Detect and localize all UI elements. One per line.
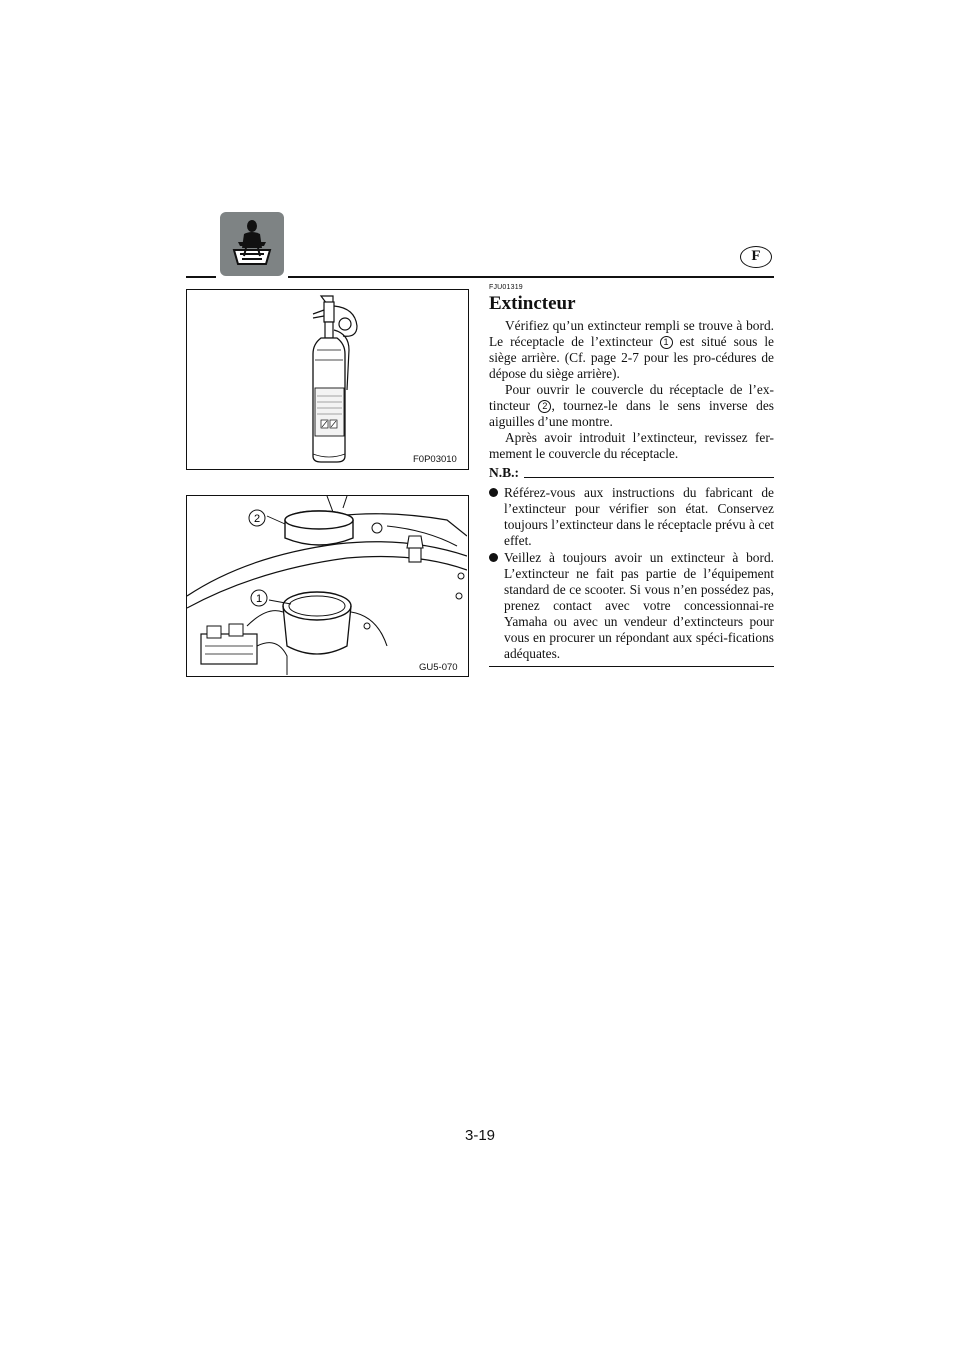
note-rule	[524, 477, 774, 478]
note-item	[489, 485, 774, 549]
callout-2-label: 2	[253, 513, 261, 525]
section-icon	[220, 212, 284, 276]
note-end-rule	[489, 666, 774, 667]
paragraph-text: est situé sous le siège arrière. (Cf. page 2-7 pour les pro-cédures de dépose du siège arrière).	[489, 334, 774, 381]
figure-code: F0P03010	[413, 454, 457, 465]
language-badge: F	[740, 246, 772, 268]
fire-extinguisher-illustration	[187, 290, 467, 468]
watercraft-rider-icon	[220, 212, 284, 276]
header-rule-left	[186, 276, 216, 278]
page-number: 3-19	[464, 1127, 496, 1144]
paragraph-3	[489, 430, 774, 462]
bullet-icon	[489, 488, 498, 497]
paragraph-text: Vérifiez qu’un extincteur rempli se trouve à bord. Le réceptacle de l’extincteur	[489, 318, 774, 349]
section-code: FJU01319	[489, 284, 523, 291]
note-item-text: Référez-vous aux instructions du fabricant de l’extincteur pour vérifier son état. Conservez toujours l’extincteur dans le réceptacle prévu à cet effet.	[504, 485, 774, 548]
paragraph-text: Pour ouvrir le couvercle du réceptacle de l’ex-tincteur	[489, 382, 774, 413]
paragraph-1	[489, 318, 774, 382]
note-header	[489, 463, 774, 481]
text-column	[489, 284, 774, 667]
extinguisher-receptacle-illustration	[187, 496, 467, 675]
callout-ref: 2	[538, 400, 551, 413]
paragraph-text: Après avoir introduit l’extincteur, revissez fer-mement le couvercle du réceptacle.	[489, 430, 774, 461]
callout-ref: 1	[660, 336, 673, 349]
note-list	[489, 485, 774, 662]
note-item-text: Veillez à toujours avoir un extincteur à bord. L’extincteur ne fait pas partie de l’équipement standard de ce scooter. Si vous n’en possédez pas, prenez contact avec votre concessionnai-re Yamaha ou avec un vendeur d’extincteurs pour vous en procurer un répondant aux spéci-fications adéquates.	[504, 550, 774, 661]
paragraph-2	[489, 382, 774, 430]
header-rule-right	[288, 276, 774, 278]
bullet-icon	[489, 553, 498, 562]
section-title: Extincteur	[489, 293, 576, 314]
note-item	[489, 550, 774, 662]
figure-receptacle	[186, 495, 469, 677]
figure-code: GU5-070	[419, 662, 458, 673]
figure-extinguisher	[186, 289, 469, 470]
callout-1-label: 1	[255, 593, 263, 605]
note-label: N.B.:	[489, 465, 519, 480]
paragraph-text: , tournez-le dans le sens inverse des aiguilles d’une montre.	[489, 398, 775, 429]
